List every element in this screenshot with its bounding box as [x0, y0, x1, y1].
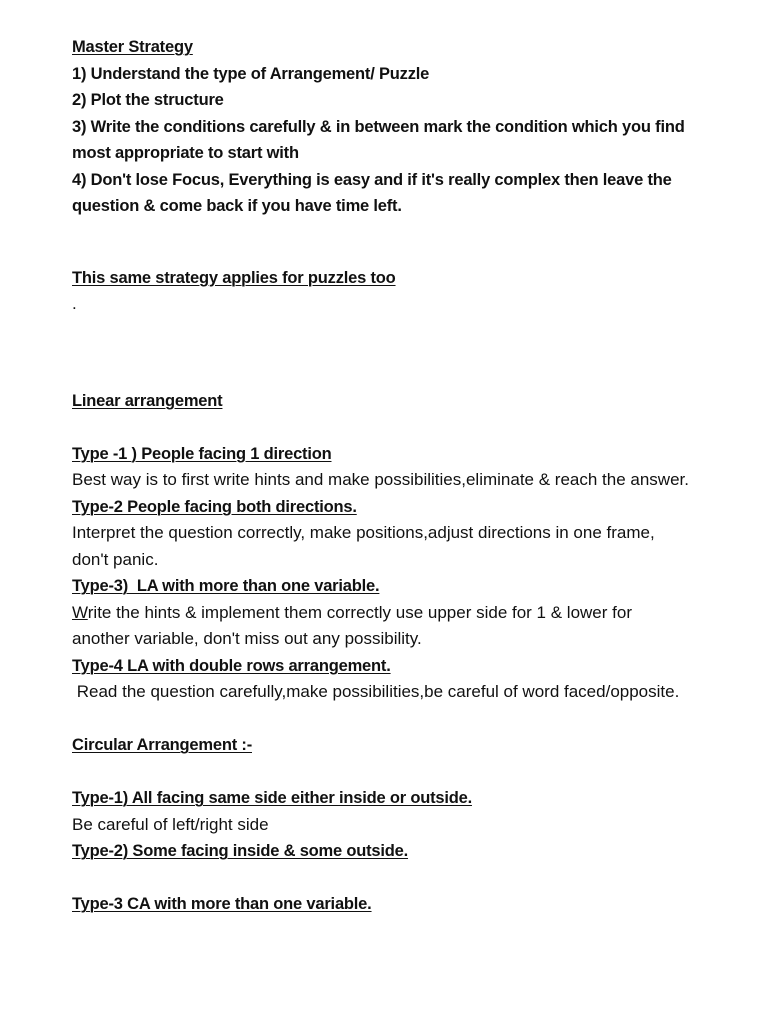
spacer [72, 414, 692, 441]
linear-type-2-title: Type-2 People facing both directions. [72, 497, 357, 516]
circular-type-1-title: Type-1) All facing same side either inside or outside. [72, 789, 472, 807]
spacer [72, 759, 692, 786]
dot-line: . [72, 294, 77, 313]
linear-type-3-text-rest: rite the hints & implement them correctly use upper side for 1 & lower for another variable, don't miss out any possibility. [72, 602, 637, 648]
linear-type-3-text [72, 600, 692, 653]
spacer [72, 318, 692, 388]
master-step-3: 3) Write the conditions carefully & in between mark the condition which you find most appropriate to start with [72, 117, 689, 162]
circular-arrangement-heading: Circular Arrangement :- [72, 736, 252, 754]
linear-type-1-text: Best way is to first write hints and make possibilities,eliminate & reach the answer. [72, 470, 689, 489]
spacer [72, 706, 692, 733]
master-step-2: 2) Plot the structure [72, 91, 224, 109]
circular-type-2-title: Type-2) Some facing inside & some outside. [72, 842, 409, 860]
spacer [72, 865, 692, 892]
circular-type-3-title: Type-3 CA with more than one variable. [72, 895, 372, 913]
master-step-4: 4) Don't lose Focus, Everything is easy and if it's really complex then leave the question & come back if you have time left. [72, 170, 676, 215]
master-step-1: 1) Understand the type of Arrangement/ Puzzle [72, 64, 430, 83]
document-page [72, 34, 692, 918]
master-strategy-heading: Master Strategy [72, 38, 193, 56]
linear-type-4-text: Read the question carefully,make possibilities,be careful of word faced/opposite. [72, 682, 680, 701]
linear-type-4-title: Type-4 LA with double rows arrangement. [72, 656, 391, 675]
linear-type-3-text-initial: W [72, 602, 88, 622]
linear-type-1-title: Type -1 ) People facing 1 direction [72, 444, 332, 463]
linear-type-2-text: Interpret the question correctly, make positions,adjust directions in one frame, don't panic. [72, 523, 660, 569]
puzzles-note: This same strategy applies for puzzles too [72, 268, 396, 287]
linear-arrangement-heading: Linear arrangement [72, 391, 223, 410]
circular-type-1-text: Be careful of left/right side [72, 814, 269, 834]
linear-type-3-title: Type-3) LA with more than one variable. [72, 577, 380, 595]
spacer [72, 220, 692, 265]
